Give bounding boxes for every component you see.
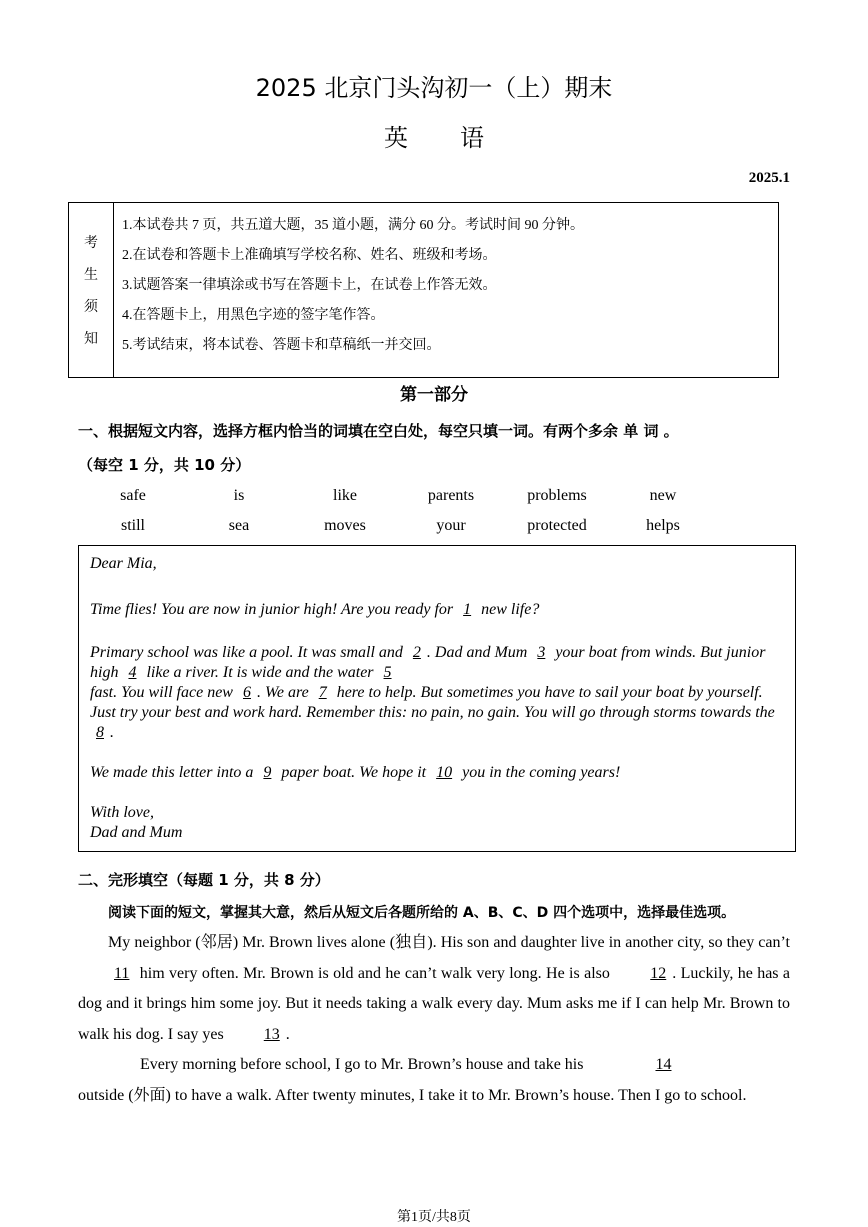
- letter-text: fast. You will face new: [90, 684, 237, 701]
- word-item: sea: [228, 517, 250, 534]
- blank-6: 6: [242, 684, 251, 701]
- cloze-passage: [78, 928, 790, 1111]
- word-item: new: [649, 487, 677, 504]
- notice-item: 3.试题答案一律填涂或书写在答题卡上，在试卷上作答无效。: [122, 278, 497, 293]
- part-title: 第一部分: [400, 385, 468, 405]
- letter-text: paper boat. We hope it: [277, 764, 431, 781]
- letter-closing: With love,: [90, 804, 154, 821]
- blank-14: 14: [655, 1056, 672, 1073]
- notice-item: 5.考试结束，将本试卷、答题卡和草稿纸一并交回。: [122, 338, 441, 353]
- exam-subject: 英语: [384, 124, 536, 152]
- word-item: parents: [427, 487, 475, 504]
- letter-signature: Dad and Mum: [90, 824, 183, 841]
- notice-label: [69, 203, 114, 377]
- cloze-text: outside (外面) to have a walk. After twenty minutes, I take it to Mr. Brown’s house. Then I go to school.: [78, 1086, 747, 1104]
- notice-item: 4.在答题卡上，用黑色字迹的签字笔作答。: [122, 308, 385, 323]
- word-item: safe: [120, 487, 146, 504]
- notice-item: 1.本试卷共 7 页，共五道大题，35 道小题，满分 60 分。考试时间 90 分钟。: [122, 218, 584, 233]
- letter-text: your boat from winds. But junior high: [90, 644, 766, 681]
- letter-text: new life?: [477, 601, 540, 618]
- letter-text: here to help. But sometimes you have to sail your boat by yourself. Just try your best and work hard. Remember this: no pain, no gain. You will go through storms towards the: [90, 684, 775, 721]
- letter-text: . We are: [256, 684, 313, 701]
- cloze-text: My neighbor (邻居) Mr. Brown lives alone (独自). His son and daughter live in another city, so they can’t: [108, 934, 790, 951]
- notice-label-char: 须: [84, 299, 98, 315]
- letter-paragraph: [90, 600, 784, 620]
- letter-greeting: Dear Mia,: [90, 555, 157, 572]
- blank-12: 12: [650, 964, 667, 982]
- notice-box: [68, 202, 779, 378]
- section2-heading: 二、完形填空（每题 1 分，共 8 分）: [78, 871, 330, 889]
- blank-2: 2: [412, 644, 421, 661]
- blank-7: 7: [318, 684, 327, 701]
- cloze-text: Every morning before school, I go to Mr. Brown’s house and take his: [140, 1056, 588, 1073]
- blank-1: 1: [463, 601, 472, 618]
- word-item: your: [436, 517, 466, 534]
- word-item: helps: [646, 517, 680, 534]
- exam-date: 2025.1: [748, 170, 790, 186]
- word-item: like: [333, 487, 357, 504]
- letter-text: Primary school was like a pool. It was small and: [90, 644, 407, 661]
- letter-text: .: [110, 724, 114, 741]
- blank-10: 10: [436, 764, 453, 781]
- letter-text: We made this letter into a: [90, 764, 258, 781]
- word-item: moves: [324, 517, 366, 534]
- blank-5: 5: [383, 664, 392, 681]
- notice-item: 2.在试卷和答题卡上准确填写学校名称、姓名、班级和考场。: [122, 248, 497, 263]
- letter-text: like a river. It is wide and the water: [142, 664, 378, 681]
- blank-4: 4: [128, 664, 137, 681]
- cloze-text: .: [285, 1025, 290, 1043]
- word-item: problems: [527, 487, 587, 504]
- word-row: [80, 517, 720, 547]
- notice-label-char: 生: [84, 267, 98, 283]
- cloze-text: him very often. Mr. Brown is old and he can’t walk very long. He is also: [135, 964, 615, 982]
- word-bank: [80, 487, 720, 547]
- letter-text: Time flies! You are now in junior high! Are you ready for: [90, 601, 458, 618]
- cloze-text: . Luckily, he has a dog and it brings him some joy. But it needs taking a walk every day. Mum asks me if I can help Mr. Brown to walk his dog. I say yes: [78, 964, 790, 1043]
- word-item: is: [233, 487, 245, 504]
- blank-9: 9: [263, 764, 272, 781]
- cloze-paragraph: [78, 928, 790, 1050]
- word-item: still: [120, 517, 145, 534]
- blank-8: 8: [96, 724, 104, 741]
- word-item: protected: [527, 517, 587, 534]
- notice-items: [114, 203, 584, 377]
- notice-label-char: 考: [84, 235, 98, 251]
- notice-label-char: 知: [84, 331, 98, 347]
- section2-instruction: 阅读下面的短文，掌握其大意，然后从短文后各题所给的 A、B、C、D 四个选项中，选择最佳选项。: [108, 905, 736, 921]
- exam-title: 2025 北京门头沟初一（上）期末: [255, 74, 613, 102]
- blank-13: 13: [263, 1025, 280, 1043]
- cloze-paragraph: [78, 1050, 790, 1111]
- page-number: 第1页/共8页: [397, 1210, 471, 1225]
- letter-paragraph: [90, 763, 784, 783]
- blank-11: 11: [114, 964, 130, 982]
- letter-text: . Dad and Mum: [426, 644, 532, 661]
- letter-text: you in the coming years!: [458, 764, 621, 781]
- letter-paragraph: [90, 643, 784, 743]
- section1-score: （每空 1 分，共 10 分）: [78, 456, 251, 474]
- blank-3: 3: [537, 644, 546, 661]
- word-row: [80, 487, 720, 517]
- letter-box: [78, 545, 796, 852]
- section1-heading: 一、根据短文内容，选择方框内恰当的词填在空白处，每空只填一词。有两个多余 单 词 。: [78, 422, 679, 440]
